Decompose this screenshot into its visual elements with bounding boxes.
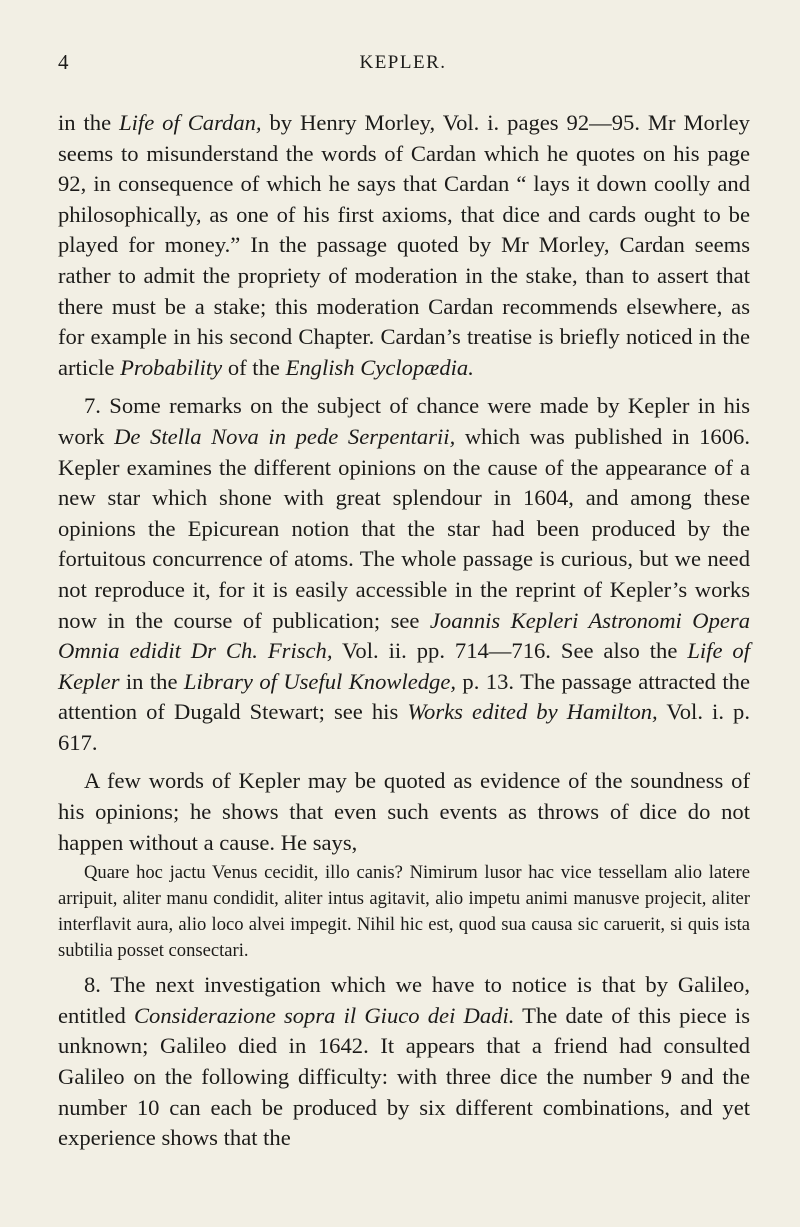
text-span: The next investigation which we have to notice is that by Galileo, entitled — [58, 972, 750, 1028]
italic-title: Joannis Kepleri Astronomi Opera Omnia edidit Dr Ch. Frisch, — [58, 607, 750, 664]
text-span: by Henry Morley, Vol. i. pages 92—95. Mr Morley seems to misunderstand the words of Cardan which he quotes on his page 92, in consequence of which he says that Cardan “ lays it down coolly and philosophically, as one of his first axioms, that dice and cards ought to be played for money.” In the passage quoted by Mr Morley, Cardan seems rather to admit the propriety of moderation in the stake, than to assert that there must be a stake; this moderation Cardan recommends elsewhere, as for example in his second Chapter. Cardan’s treatise is briefly noticed in the article — [58, 110, 750, 380]
text-span: Vol. ii. pp. 714—716. See also the — [332, 638, 688, 664]
italic-title: Considerazione sopra il Giuco dei Dadi. — [133, 1002, 515, 1028]
text-span: p. 13. The passage attracted the attention of Dugald Stewart; see his — [58, 668, 750, 725]
italic-title: Life of Cardan, — [119, 110, 262, 135]
italic-title: English Cyclopædia. — [285, 354, 474, 380]
text-span: which was published in 1606. Kepler examines the different opinions on the cause of the appearance of a new star which shone with great splendour in 1604, and among these opinions the Epicurean notion that the star had been produced by the fortuitous concurrence of atoms. The whole passage is curious, but we need not reproduce it, for it is easily accessible in the reprint of Kepler’s works now in the course of publication; see — [58, 423, 750, 633]
italic-title: De Stella Nova in pede Serpentarii, — [114, 423, 456, 449]
text-span: The date of this piece is unknown; Galileo died in 1642. It appears that a friend had consulted Galileo on the following difficulty: with three dice the number 9 and the number 10 can each be produced by six different combinations, and yet experience shows that the — [58, 1002, 750, 1151]
body-text — [58, 108, 750, 1154]
paragraph-section-7 — [58, 391, 750, 758]
text-span: Some remarks on the subject of chance were made by Kepler in his work — [58, 393, 750, 449]
text-span: in the — [119, 668, 184, 694]
italic-title: Works edited by Hamilton, — [407, 699, 658, 725]
text-span: Vol. i. p. 617. — [58, 699, 750, 755]
paragraph-section-8 — [58, 970, 750, 1154]
running-title: KEPLER. — [359, 52, 447, 73]
italic-title: Library of Useful Knowledge, — [183, 668, 457, 694]
section-number: 7. — [84, 393, 101, 419]
paragraph-cardan — [58, 108, 750, 383]
italic-title: Life of Kepler — [58, 638, 750, 694]
text-span: of the — [222, 354, 286, 380]
latin-quotation: Quare hoc jactu Venus cecidit, illo canis? Nimirum lusor hac vice tessellam alio latere arripuit, aliter manu condidit, aliter intus agitavit, alio impetu animi manusve projecit, aliter interflavit aura, alio loco alvei impegit. Nihil hic est, quod sua causa sic caruerit, si quis ista subtilia posset consectari. — [58, 862, 750, 962]
section-number: 8. — [84, 972, 101, 998]
paragraph-kepler-words: A few words of Kepler may be quoted as evidence of the soundness of his opinions; he shows that even such events as throws of dice do not happen without a cause. He says, — [58, 768, 750, 855]
text-span: in the — [58, 110, 120, 135]
page-number: 4 — [58, 50, 69, 74]
running-head — [58, 50, 748, 80]
italic-title: Probability — [120, 354, 223, 380]
